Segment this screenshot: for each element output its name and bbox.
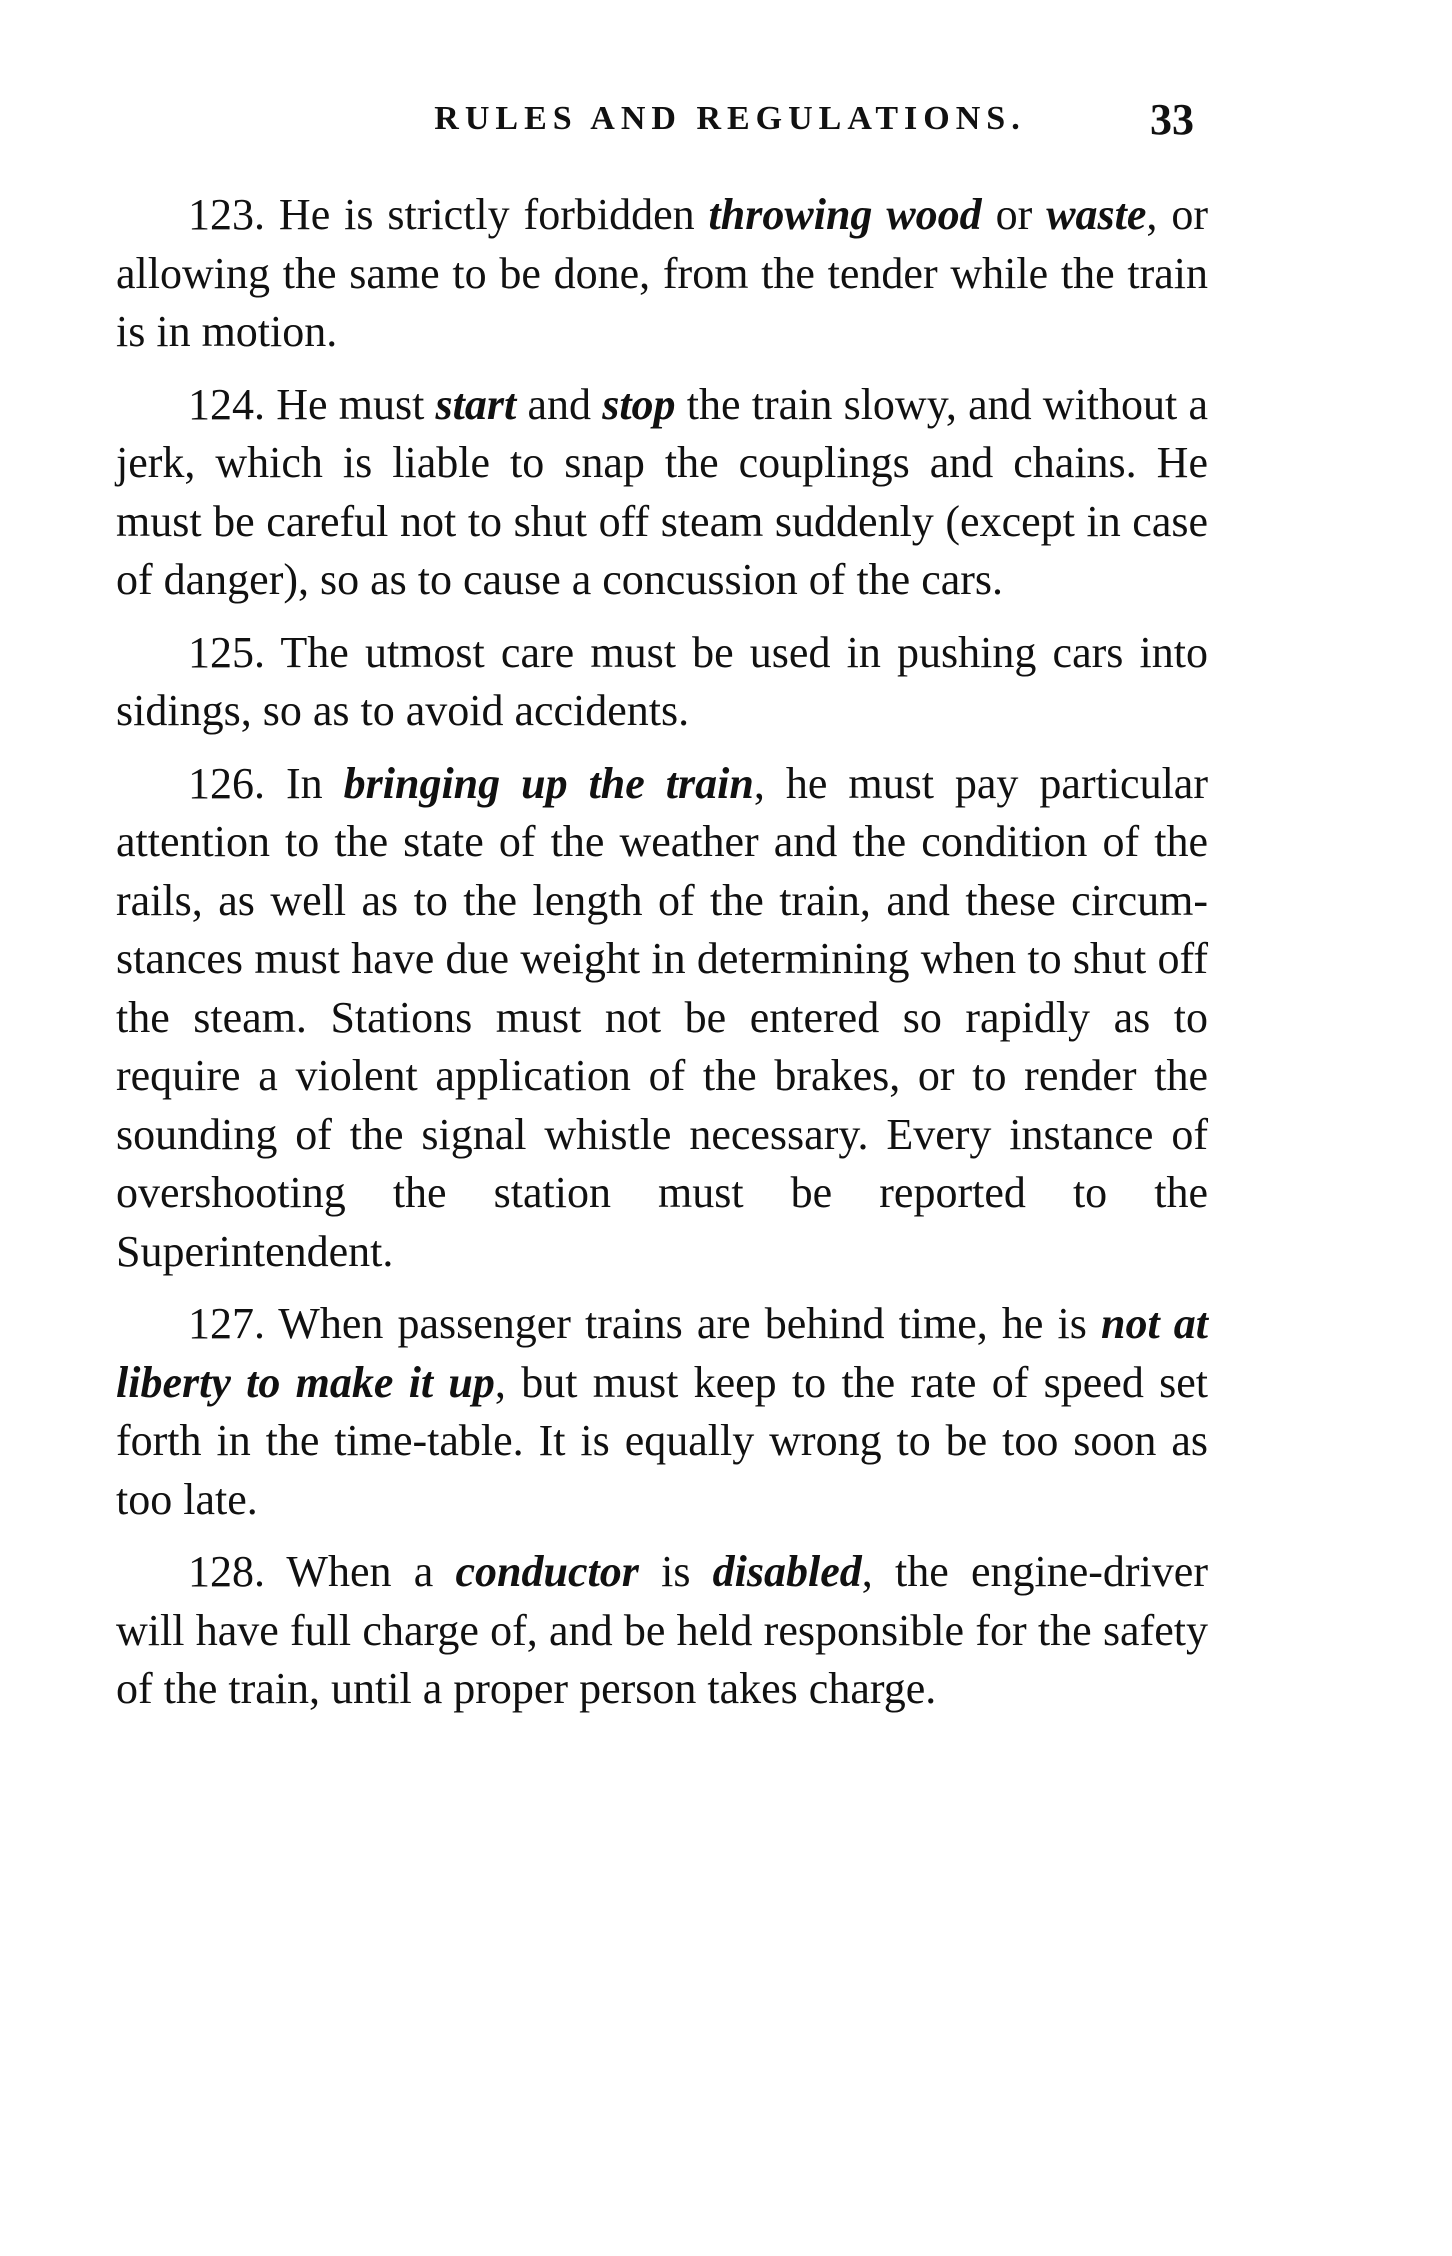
rule-italic-text: throwing wood — [708, 190, 982, 239]
rule-number: 123. — [188, 190, 265, 239]
rule-text: , he must pay particular attention to the state of the weather and the condition of the rails, as well as to the length of the train, and these circumstances must have due weight in determining when to shut off the steam. Stations must not be entered so rapidly as to require a violent application of the brakes, or to render the sounding of the signal whistle necessary. Every instance of overshooting the station must be reported to the Superintendent. — [116, 758, 1208, 1276]
rule-italic-text: waste — [1046, 190, 1147, 239]
rule-text: , but must keep to the rate of speed set forth in the time-table. It is equally wrong to be too soon as too late. — [116, 1357, 1208, 1524]
rule-text: When passenger trains are behind time, he is — [265, 1299, 1101, 1348]
rule-127 — [116, 1295, 1208, 1529]
rule-italic-text: conductor — [455, 1547, 639, 1596]
rule-italic-text: not at liberty to make it up — [116, 1299, 1208, 1407]
rule-text: He is strictly forbidden — [265, 190, 709, 239]
rule-text: , the engine-driver will have full charge of, and be held responsible for the safety of the train, until a proper person takes charge. — [116, 1547, 1208, 1713]
rule-italic-text: stop — [602, 379, 676, 429]
rule-number: 124. — [188, 379, 265, 429]
rule-text: the train slowy, and without a jerk, which is liable to snap the couplings and chains. He must be careful not to shut off steam suddenly (except in case of danger), so as to cause a concussion of the cars. — [116, 379, 1208, 604]
rules-body — [116, 186, 1208, 1719]
rule-text: is — [638, 1547, 713, 1596]
rule-128 — [116, 1543, 1208, 1719]
rule-italic-text: start — [435, 379, 517, 429]
page-number: 33 — [1150, 95, 1194, 144]
rule-123 — [116, 186, 1208, 362]
rule-text: In — [265, 758, 344, 808]
rule-number: 126. — [188, 758, 265, 808]
rule-126 — [116, 755, 1208, 1282]
rule-text: or — [981, 190, 1047, 239]
rule-125 — [116, 624, 1208, 741]
rule-text: The utmost care must be used in pushing cars into sidings, so as to avoid accidents. — [116, 627, 1208, 735]
rule-124 — [116, 376, 1208, 610]
rule-text: He must — [265, 379, 436, 429]
rule-number: 128. — [188, 1547, 265, 1596]
rule-italic-text: disabled — [712, 1547, 862, 1596]
rule-text: , or allowing the same to be done, from the tender while the train is in motion. — [116, 190, 1208, 356]
rule-number: 127. — [188, 1299, 265, 1348]
rule-text: When a — [265, 1547, 456, 1596]
rule-italic-text: bringing up the train — [343, 758, 754, 808]
running-head: RULES AND REGULATIONS. — [434, 100, 1026, 137]
rule-number: 125. — [188, 627, 265, 677]
rule-text: and — [516, 379, 603, 429]
